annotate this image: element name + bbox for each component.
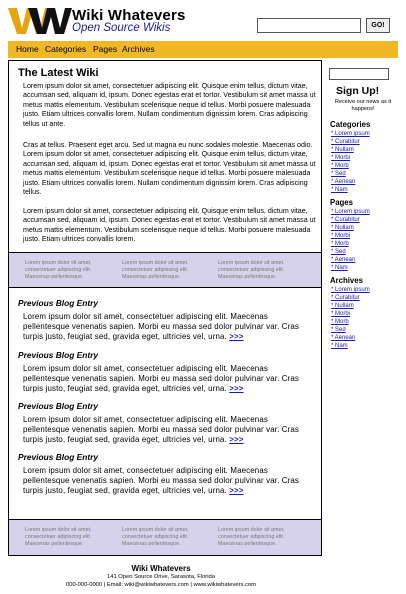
sidebar-link[interactable]: * Sed (331, 171, 346, 177)
sidebar-link[interactable]: * Nullam (331, 303, 354, 309)
site-logo-icon[interactable] (8, 6, 72, 36)
nav-item-home[interactable]: Home (16, 44, 39, 54)
signup-subtitle: Receive our news as it happens! (334, 99, 392, 113)
info-box: Lorem ipsum dolor sit amet, consectetuer adipiscing elit. Maecenas pellentesque. (218, 527, 285, 548)
go-button[interactable]: GO! (366, 18, 390, 33)
wiki-paragraph: Cras at tellus. Praesent eget arcu. Sed ut magna eu nunc sodales molestie. Maecenas odio. Lorem ipsum dolor sit amet, consectetuer adipiscing elit. Quisque enim tellus, dictum vitae, accumsan sed, aliquam id, ipsum. Donec egestas erat et tortor. Vestibulum sit amet massa ut metus mattis elementum. Vestibulum scelerisque neque id tellus. Morbi posuere malesuada justo. Etiam ultrices convallis lorem. Nullam condimentum dignissim lorem. Cras adipiscing tellus. (23, 141, 316, 197)
blog-entry-title[interactable]: Previous Blog Entry (18, 350, 99, 360)
nav-item-pages[interactable]: Pages (93, 44, 118, 54)
read-more-link[interactable]: >>> (229, 486, 244, 496)
nav-bar (8, 41, 398, 58)
wiki-paragraph: Lorem ipsum dolor sit amet, consectetuer adipiscing elit. Quisque enim tellus, dictum vitae, accumsan sed, aliquam id, ipsum. Donec egestas erat et tortor. Vestibulum sit amet massa ut metus mattis elementum. Vestibulum scelerisque neque id tellus. Morbi posuere malesuada justo. Etiam ultrices convallis lorem. (23, 207, 316, 244)
signup-title: Sign Up! (336, 85, 380, 97)
signup-input[interactable] (329, 68, 389, 80)
blog-entry-text: Lorem ipsum dolor sit amet, consectetuer adipiscing elit. Maecenas pellentesque venenatis sapien. Morbi eu massa sed dolor pulvinar var. Cras turpis justo, feugiat sed, gravida eget, ultricies vel, urna. >>> (23, 312, 300, 342)
latest-wiki-title: The Latest Wiki (18, 67, 99, 79)
sidebar-link[interactable]: * Curabitur (331, 217, 360, 223)
sidebar-link[interactable]: * Nam (331, 343, 348, 349)
footer-address: 141 Open Source Drive, Sarasota, Florida (107, 574, 215, 580)
read-more-link[interactable]: >>> (229, 332, 244, 342)
sidebar-link[interactable]: * Sed (331, 327, 346, 333)
site-tagline: Open Source Wikis (72, 22, 171, 34)
sidebar-link[interactable]: * Morb (331, 241, 349, 247)
categories-heading: Categories (330, 120, 371, 129)
blog-entry-title[interactable]: Previous Blog Entry (18, 298, 99, 308)
sidebar-link[interactable]: * Nullam (331, 225, 354, 231)
site-title[interactable]: Wiki Whatevers (72, 7, 186, 24)
sidebar-link[interactable]: * Aenean (331, 257, 356, 263)
info-box-row (9, 252, 322, 288)
nav-item-categories[interactable]: Categories (45, 44, 87, 54)
info-box: Lorem ipsum dolor sit amet, consectetuer adipiscing elit. Maecenas pellentesque. (122, 527, 189, 548)
read-more-link[interactable]: >>> (229, 384, 244, 394)
header (0, 0, 406, 40)
nav-item-archives[interactable]: Archives (122, 44, 155, 54)
sidebar-link[interactable]: * Sed (331, 249, 346, 255)
sidebar-link[interactable]: * Lorem ipsum (331, 131, 370, 137)
search-input[interactable] (257, 18, 361, 33)
wiki-paragraph: Lorem ipsum dolor sit amet, consectetuer adipiscing elit. Quisque enim tellus, dictum vitae, accumsan sed, aliquam id, ipsum. Donec egestas erat et tortor. Vestibulum sit amet massa ut metus mattis elementum. Vestibulum scelerisque neque id tellus. Morbi posuere malesuada justo. Etiam ultrices convallis lorem. Nullam condimentum dignissim lorem. Cras adipiscing tellus ut ante. (23, 82, 316, 128)
sidebar-link[interactable]: * Curabitur (331, 139, 360, 145)
footer-title: Wiki Whatevers (131, 564, 191, 573)
info-box: Lorem ipsum dolor sit amet, consectetuer adipiscing elit. Maecenas pellentesque. (218, 260, 285, 281)
read-more-link[interactable]: >>> (229, 435, 244, 445)
archives-heading: Archives (330, 276, 363, 285)
sidebar-link[interactable]: * Lorem ipsum (331, 209, 370, 215)
sidebar-link[interactable]: * Morbi (331, 233, 351, 239)
sidebar-link[interactable]: * Aenean (331, 335, 356, 341)
sidebar (327, 60, 394, 360)
sidebar-link[interactable]: * Nam (331, 187, 348, 193)
blog-entry-text: Lorem ipsum dolor sit amet, consectetuer adipiscing elit. Maecenas pellentesque venenatis sapien. Morbi eu massa sed dolor pulvinar var. Cras turpis justo, feugiat sed, gravida eget, ultricies vel, urna. >>> (23, 466, 300, 496)
blog-entry-text: Lorem ipsum dolor sit amet, consectetuer adipiscing elit. Maecenas pellentesque venenatis sapien. Morbi eu massa sed dolor pulvinar var. Cras turpis justo, feugiat sed, gravida eget, ultricies vel, urna. >>> (23, 364, 300, 394)
sidebar-link[interactable]: * Nam (331, 265, 348, 271)
sidebar-link[interactable]: * Morb (331, 163, 349, 169)
sidebar-link[interactable]: * Curabitur (331, 295, 360, 301)
info-box: Lorem ipsum dolor sit amet, consectetuer adipiscing elit. Maecenas pellentesque. (25, 527, 92, 548)
blog-entry-title[interactable]: Previous Blog Entry (18, 401, 99, 411)
sidebar-link[interactable]: * Nullam (331, 147, 354, 153)
sidebar-link[interactable]: * Lorem ipsum (331, 287, 370, 293)
sidebar-link[interactable]: * Morbi (331, 311, 351, 317)
info-box: Lorem ipsum dolor sit amet, consectetuer adipiscing elit. Maecenas pellentesque. (25, 260, 92, 281)
info-box: Lorem ipsum dolor sit amet, consectetuer adipiscing elit. Maecenas pellentesque. (122, 260, 189, 281)
footer-contact: 000-000-0000 | Email: wiki@wikiwhatevers.com | www.wikiwhatevers.com (66, 582, 256, 588)
blog-entry-text: Lorem ipsum dolor sit amet, consectetuer adipiscing elit. Maecenas pellentesque venenatis sapien. Morbi eu massa sed dolor pulvinar var. Cras turpis justo, feugiat sed, gravida eget, ultricies vel, urna. >>> (23, 415, 300, 445)
sidebar-link[interactable]: * Morbi (331, 155, 351, 161)
sidebar-link[interactable]: * Morb (331, 319, 349, 325)
sidebar-link[interactable]: * Aenean (331, 179, 356, 185)
main-content (8, 60, 322, 556)
pages-heading: Pages (330, 198, 353, 207)
info-box-row (9, 519, 322, 556)
blog-entry-title[interactable]: Previous Blog Entry (18, 452, 99, 462)
